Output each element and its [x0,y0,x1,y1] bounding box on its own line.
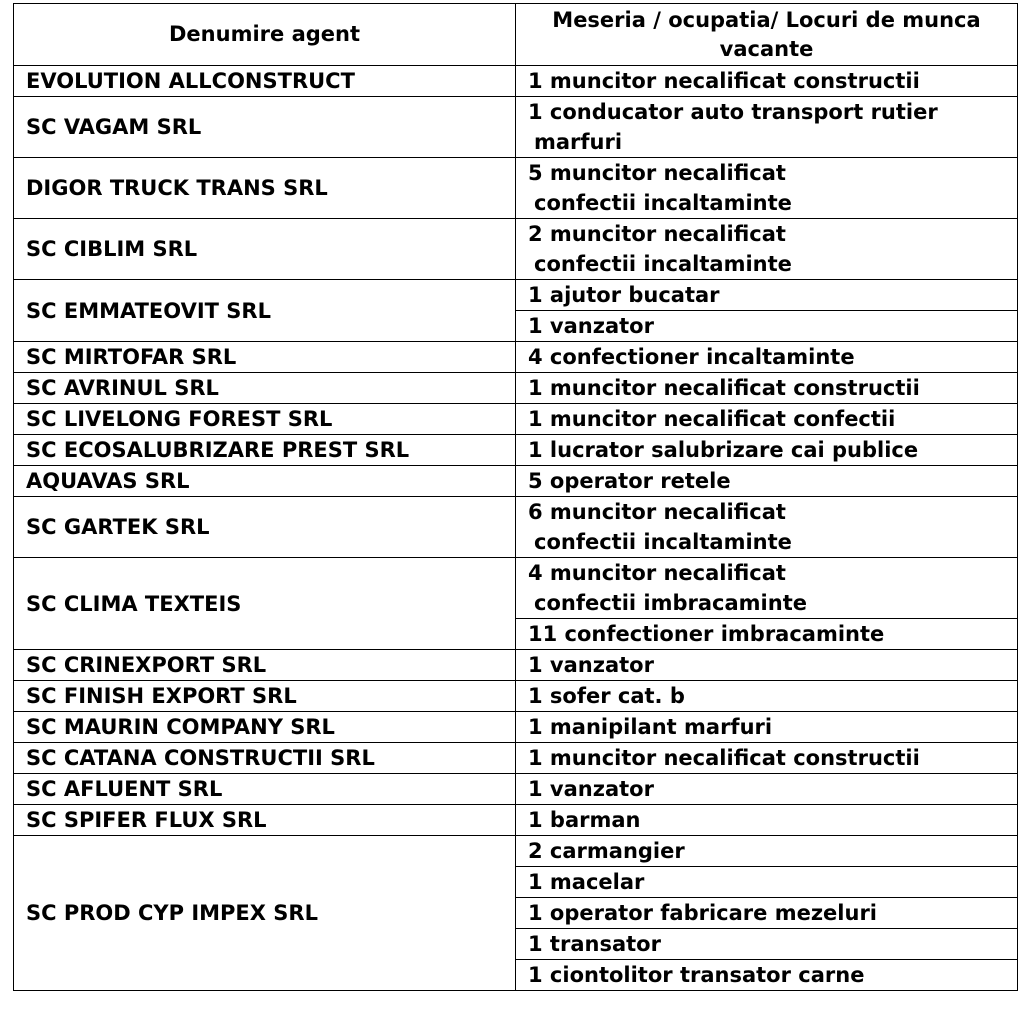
job-cell [516,929,1018,960]
agent-name-cell: SC CIBLIM SRL [14,219,516,280]
job-cell [516,404,1018,435]
job-line: 1 transator [528,932,661,956]
table-row [14,342,1018,373]
agent-name-cell: SC AFLUENT SRL [14,774,516,805]
table-row [14,650,1018,681]
table-row [14,558,1018,619]
job-line: 5 muncitor necalificat [528,161,786,185]
agent-name-cell: SC ECOSALUBRIZARE PREST SRL [14,435,516,466]
job-cell [516,435,1018,466]
job-cell [516,219,1018,280]
agent-name-cell: SC PROD CYP IMPEX SRL [14,836,516,991]
job-line: 2 muncitor necalificat [528,222,786,246]
table-row [14,836,1018,867]
job-cell [516,681,1018,712]
agent-name-cell: SC AVRINUL SRL [14,373,516,404]
agent-name-cell: SC LIVELONG FOREST SRL [14,404,516,435]
job-cell [516,805,1018,836]
job-cell [516,558,1018,619]
agent-name-cell: EVOLUTION ALLCONSTRUCT [14,66,516,97]
job-cell [516,97,1018,158]
job-cell [516,619,1018,650]
job-line: 1 operator fabricare mezeluri [528,901,878,925]
job-line: 1 vanzator [528,314,654,338]
table-row [14,497,1018,558]
header-job: Meseria / ocupatia/ Locuri de munca vacante [516,4,1018,66]
table-row [14,435,1018,466]
job-cell [516,311,1018,342]
job-line: 1 muncitor necalificat confectii [528,407,896,431]
job-cell [516,342,1018,373]
table-header-row [14,4,1018,66]
table-row [14,404,1018,435]
job-line: confectii incaltaminte [534,252,792,276]
table-row [14,712,1018,743]
agent-name-cell: SC FINISH EXPORT SRL [14,681,516,712]
table-row [14,280,1018,311]
job-cell [516,650,1018,681]
job-cell [516,373,1018,404]
job-cell [516,158,1018,219]
job-line: 1 macelar [528,870,645,894]
header-agent: Denumire agent [14,4,516,66]
agent-name-cell: AQUAVAS SRL [14,466,516,497]
table-row [14,774,1018,805]
job-cell [516,898,1018,929]
job-line: 1 ajutor bucatar [528,283,720,307]
table-row [14,681,1018,712]
job-cell [516,867,1018,898]
job-line: 1 muncitor necalificat constructii [528,69,920,93]
job-line: 4 confectioner incaltaminte [528,345,855,369]
table-row [14,805,1018,836]
job-line: 5 operator retele [528,469,731,493]
agent-name-cell: SC CRINEXPORT SRL [14,650,516,681]
job-line: confectii imbracaminte [534,591,807,615]
table-row [14,219,1018,280]
agent-name-cell: SC MAURIN COMPANY SRL [14,712,516,743]
job-line: 1 vanzator [528,777,654,801]
agent-name-cell: SC SPIFER FLUX SRL [14,805,516,836]
job-line: 1 conducator auto transport rutier [528,100,938,124]
job-line: confectii incaltaminte [534,530,792,554]
job-line: 4 muncitor necalificat [528,561,786,585]
job-cell [516,960,1018,991]
table-body [14,66,1018,991]
agent-name-cell: SC GARTEK SRL [14,497,516,558]
job-line: confectii incaltaminte [534,191,792,215]
job-cell [516,280,1018,311]
table-row [14,466,1018,497]
agent-name-cell: SC CATANA CONSTRUCTII SRL [14,743,516,774]
job-line: 1 barman [528,808,641,832]
job-line: 1 vanzator [528,653,654,677]
job-cell [516,712,1018,743]
table-row [14,97,1018,158]
agent-name-cell: SC CLIMA TEXTEIS [14,558,516,650]
job-line: 1 muncitor necalificat constructii [528,746,920,770]
job-line: 1 lucrator salubrizare cai publice [528,438,919,462]
agent-name-cell: DIGOR TRUCK TRANS SRL [14,158,516,219]
job-line: 11 confectioner imbracaminte [528,622,885,646]
job-cell [516,743,1018,774]
table-row [14,66,1018,97]
job-cell [516,836,1018,867]
job-line: 2 carmangier [528,839,685,863]
job-line: 6 muncitor necalificat [528,500,786,524]
job-cell [516,466,1018,497]
job-line: 1 muncitor necalificat constructii [528,376,920,400]
job-cell [516,66,1018,97]
job-line: 1 manipilant marfuri [528,715,773,739]
job-line: marfuri [534,130,623,154]
agent-name-cell: SC EMMATEOVIT SRL [14,280,516,342]
job-line: 1 sofer cat. b [528,684,685,708]
table-row [14,373,1018,404]
job-cell [516,774,1018,805]
table-row [14,158,1018,219]
agent-name-cell: SC MIRTOFAR SRL [14,342,516,373]
table-row [14,743,1018,774]
job-line: 1 ciontolitor transator carne [528,963,865,987]
agent-name-cell: SC VAGAM SRL [14,97,516,158]
job-cell [516,497,1018,558]
vacancies-table [13,3,1018,991]
